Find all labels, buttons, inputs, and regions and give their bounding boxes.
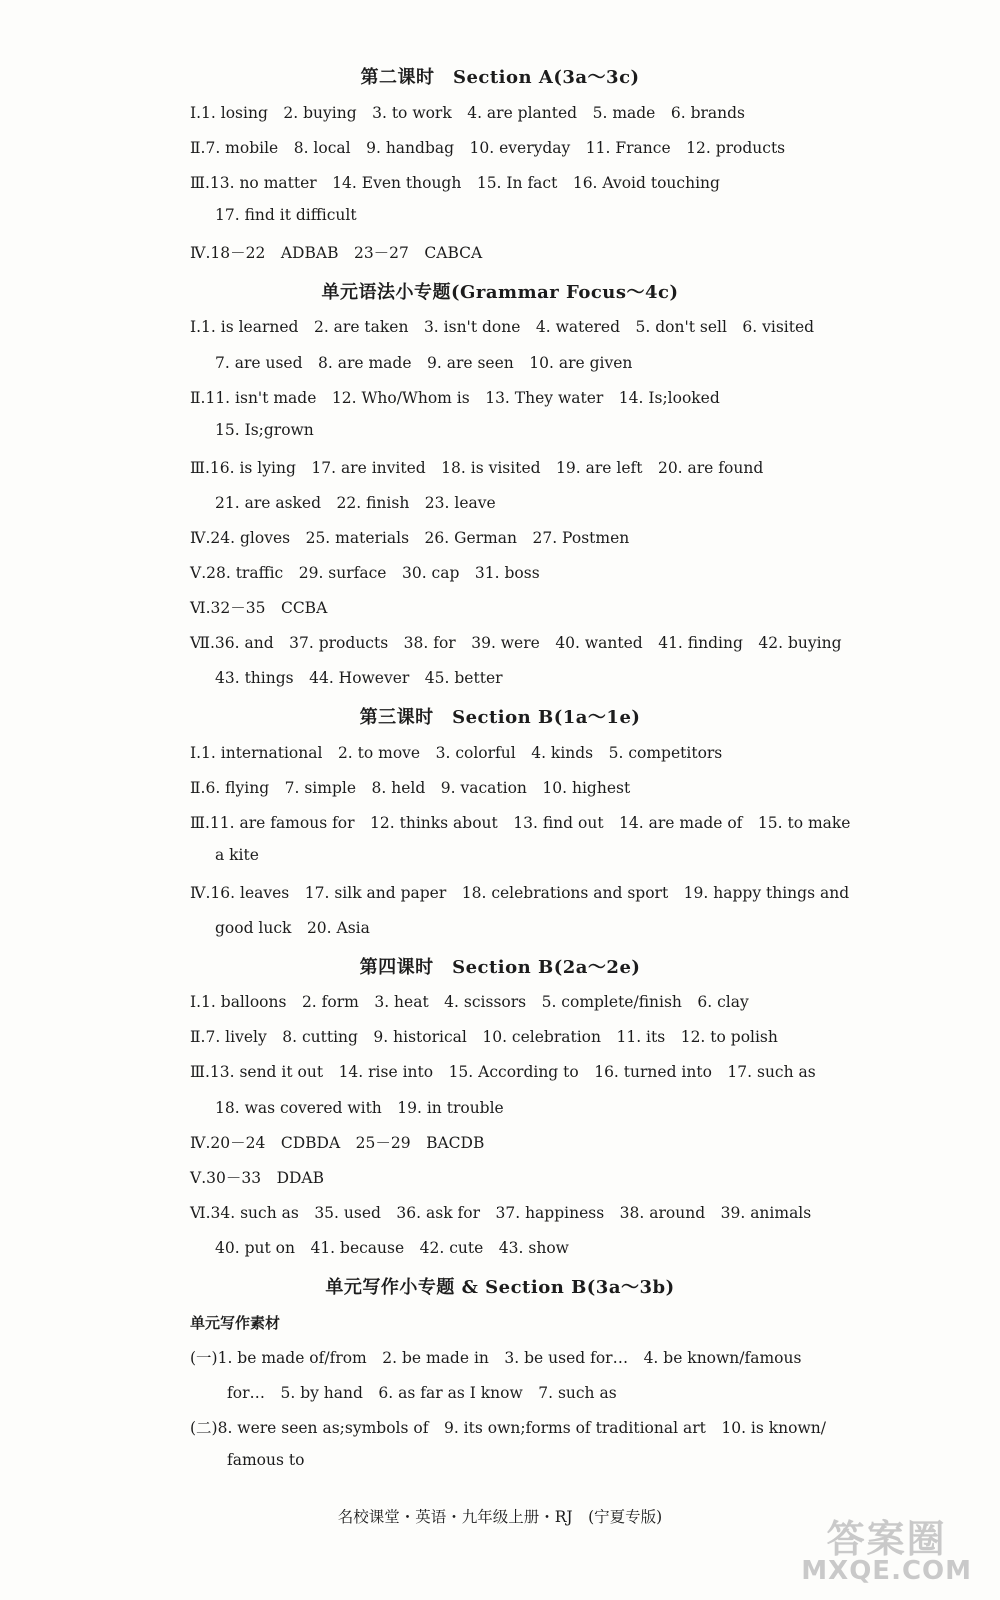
section-heading: 第四课时 Section B(2a～2e)	[359, 957, 641, 978]
answer-line: Ⅵ.32－35 CCBA	[190, 599, 328, 617]
answer-line: Ⅳ.18－22 ADBAB 23－27 CABCA	[190, 244, 483, 262]
answer-line: Ⅲ.11. are famous for 12. thinks about 13. find out 14. are made of 15. to make	[190, 814, 851, 832]
answer-line: 17. find it difficult	[215, 206, 357, 224]
answer-line: Ⅴ.28. traffic 29. surface 30. cap 31. boss	[190, 564, 540, 582]
answer-line: 21. are asked 22. finish 23. leave	[215, 494, 496, 512]
answer-line: Ⅱ.11. isn't made 12. Who/Whom is 13. They water 14. Is;looked	[190, 389, 720, 407]
answer-line: Ⅰ.1. is learned 2. are taken 3. isn't done 4. watered 5. don't sell 6. visited	[190, 318, 815, 336]
page-footer: 名校课堂・英语・九年级上册・RJ (宁夏专版)	[337, 1508, 663, 1526]
watermark-url: MXQE.COM	[801, 1556, 972, 1586]
answer-line: Ⅳ.24. gloves 25. materials 26. German 27. Postmen	[190, 529, 630, 547]
watermark-logo	[801, 1517, 972, 1586]
answer-line: 18. was covered with 19. in trouble	[215, 1099, 504, 1117]
answer-line: Ⅳ.16. leaves 17. silk and paper 18. celebrations and sport 19. happy things and	[190, 884, 850, 902]
answer-line: Ⅲ.16. is lying 17. are invited 18. is visited 19. are left 20. are found	[190, 459, 764, 477]
answer-line: Ⅰ.1. international 2. to move 3. colorful 4. kinds 5. competitors	[190, 744, 723, 762]
answer-line: Ⅲ.13. no matter 14. Even though 15. In fact 16. Avoid touching	[190, 174, 720, 192]
answer-line: Ⅱ.7. mobile 8. local 9. handbag 10. everyday 11. France 12. products	[190, 139, 786, 157]
answer-line: a kite	[215, 846, 259, 864]
answer-line: (二)8. were seen as;symbols of 9. its own;forms of traditional art 10. is known/	[190, 1419, 826, 1437]
section-heading: 单元语法小专题(Grammar Focus～4c)	[321, 282, 679, 303]
answer-line: (一)1. be made of/from 2. be made in 3. be used for… 4. be known/famous	[190, 1349, 802, 1367]
answer-line: famous to	[227, 1451, 305, 1469]
section-heading: 第三课时 Section B(1a～1e)	[359, 707, 641, 728]
answer-line: 40. put on 41. because 42. cute 43. show	[215, 1239, 569, 1257]
answer-line: Ⅴ.30－33 DDAB	[190, 1169, 325, 1187]
answer-line: 43. things 44. However 45. better	[215, 669, 503, 687]
section-heading: 第二课时 Section A(3a～3c)	[360, 67, 640, 88]
watermark-title: 答案圈	[826, 1517, 947, 1561]
answer-line: Ⅲ.13. send it out 14. rise into 15. According to 16. turned into 17. such as	[190, 1063, 816, 1081]
answer-line: for… 5. by hand 6. as far as I know 7. such as	[227, 1384, 617, 1402]
answer-line: 7. are used 8. are made 9. are seen 10. are given	[215, 354, 633, 372]
answer-line: Ⅳ.20－24 CDBDA 25－29 BACDB	[190, 1134, 485, 1152]
answer-line: good luck 20. Asia	[215, 919, 370, 937]
answer-line: Ⅶ.36. and 37. products 38. for 39. were 40. wanted 41. finding 42. buying	[190, 634, 842, 652]
subheading: 单元写作素材	[190, 1314, 281, 1332]
answer-line: Ⅰ.1. losing 2. buying 3. to work 4. are planted 5. made 6. brands	[190, 104, 746, 122]
answer-line: 15. Is;grown	[215, 421, 314, 439]
answer-line: Ⅱ.6. flying 7. simple 8. held 9. vacation 10. highest	[190, 779, 631, 797]
answer-line: Ⅱ.7. lively 8. cutting 9. historical 10. celebration 11. its 12. to polish	[190, 1028, 778, 1046]
answer-line: Ⅰ.1. balloons 2. form 3. heat 4. scissors 5. complete/finish 6. clay	[190, 993, 749, 1011]
answer-line: Ⅵ.34. such as 35. used 36. ask for 37. happiness 38. around 39. animals	[190, 1204, 812, 1222]
section-heading: 单元写作小专题 & Section B(3a～3b)	[325, 1277, 675, 1298]
